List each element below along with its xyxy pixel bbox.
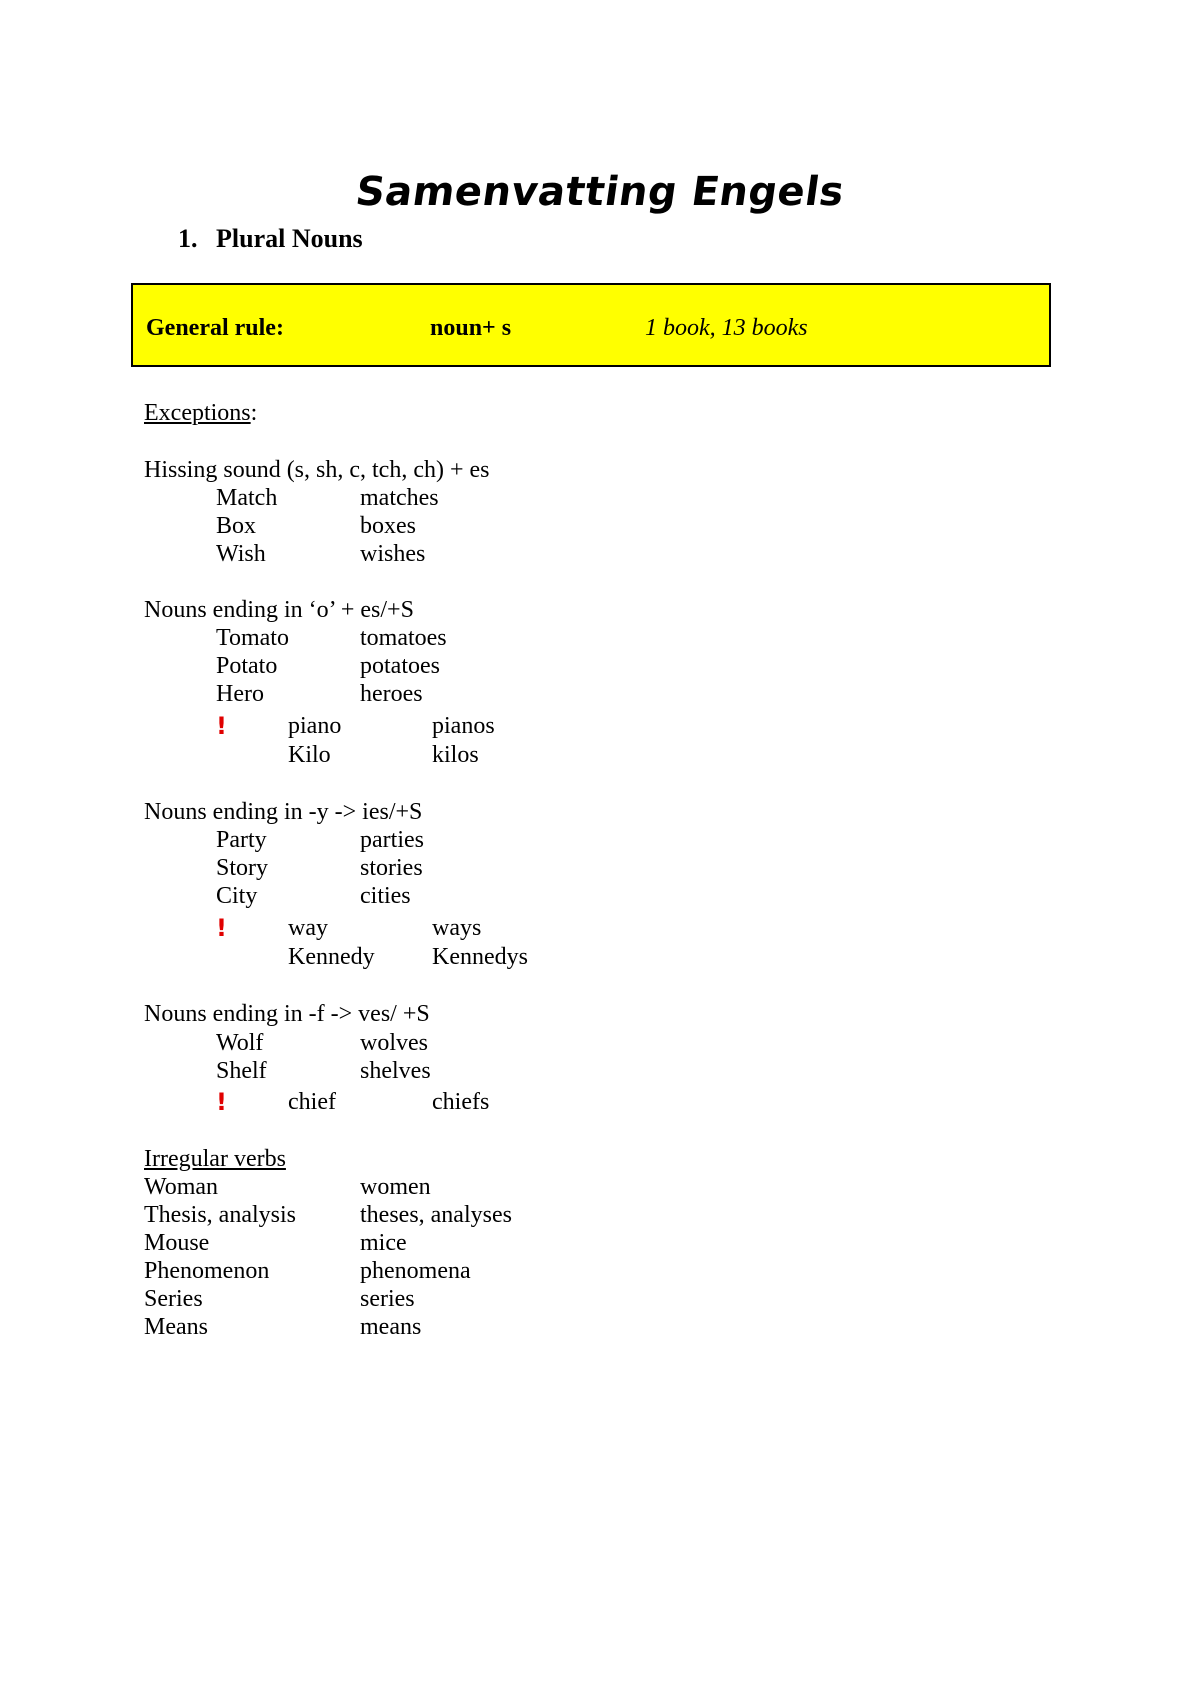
document-title: Samenvatting Engels [352,169,848,215]
ending-o-special-plural: pianos [432,713,495,739]
irregular-singular: Mouse [144,1230,210,1256]
section-label: Plural Nouns [216,224,363,253]
ending-y-singular: Story [216,855,269,881]
ending-o-heading: Nouns ending in ‘o’ + es/+S [144,597,414,623]
ending-y-plural: parties [360,827,424,853]
section-heading [178,226,363,252]
irregular-singular: Woman [144,1174,219,1200]
ending-f-special-singular: chief [288,1089,336,1115]
ending-y-special-singular: Kennedy [288,944,375,970]
ending-f-heading: Nouns ending in -f -> ves/ +S [144,1001,430,1027]
irregular-plural: phenomena [360,1258,471,1284]
warning-icon: ! [216,1088,227,1116]
ending-f-plural: shelves [360,1058,431,1084]
ending-o-singular: Hero [216,681,264,707]
ending-f-special-plural: chiefs [432,1089,490,1115]
exceptions-heading-text: Exceptions [144,400,251,426]
warning-icon: ! [216,914,227,942]
hissing-singular: Wish [216,541,266,567]
hissing-plural: boxes [360,513,416,539]
general-rule-example: 1 book, 13 books [645,315,808,341]
ending-f-singular: Shelf [216,1058,267,1084]
ending-f-singular: Wolf [216,1030,264,1056]
hissing-singular: Match [216,485,278,511]
general-rule-formula: noun+ s [430,315,512,341]
ending-y-singular: Party [216,827,267,853]
irregular-plural: series [360,1286,415,1312]
ending-f-plural: wolves [360,1030,428,1056]
hissing-heading: Hissing sound (s, sh, c, tch, ch) + es [144,457,490,483]
ending-o-special-singular: piano [288,713,342,739]
ending-o-singular: Potato [216,653,278,679]
warning-icon: ! [216,712,227,740]
exceptions-heading [144,401,257,425]
ending-y-special-plural: ways [432,915,482,941]
ending-o-singular: Tomato [216,625,289,651]
general-rule-label: General rule: [146,315,284,341]
ending-y-heading: Nouns ending in -y -> ies/+S [144,799,423,825]
ending-o-plural: tomatoes [360,625,447,651]
exceptions-colon: : [250,400,258,426]
hissing-plural: wishes [360,541,426,567]
ending-y-singular: City [216,883,258,909]
irregular-plural: women [360,1174,431,1200]
irregular-singular: Thesis, analysis [144,1202,296,1228]
irregular-singular: Phenomenon [144,1258,270,1284]
ending-o-plural: potatoes [360,653,440,679]
ending-o-special-singular: Kilo [288,742,331,768]
ending-o-special-plural: kilos [432,742,479,768]
ending-y-plural: cities [360,883,411,909]
irregular-heading: Irregular verbs [144,1146,286,1172]
irregular-plural: means [360,1314,422,1340]
irregular-plural: theses, analyses [360,1202,512,1228]
ending-y-plural: stories [360,855,423,881]
ending-y-special-singular: way [288,915,328,941]
irregular-plural: mice [360,1230,407,1256]
ending-o-plural: heroes [360,681,423,707]
irregular-singular: Means [144,1314,208,1340]
irregular-singular: Series [144,1286,203,1312]
hissing-singular: Box [216,513,257,539]
hissing-plural: matches [360,485,439,511]
general-rule-box [131,283,1051,367]
ending-y-special-plural: Kennedys [432,944,528,970]
section-number: 1. [178,224,198,253]
